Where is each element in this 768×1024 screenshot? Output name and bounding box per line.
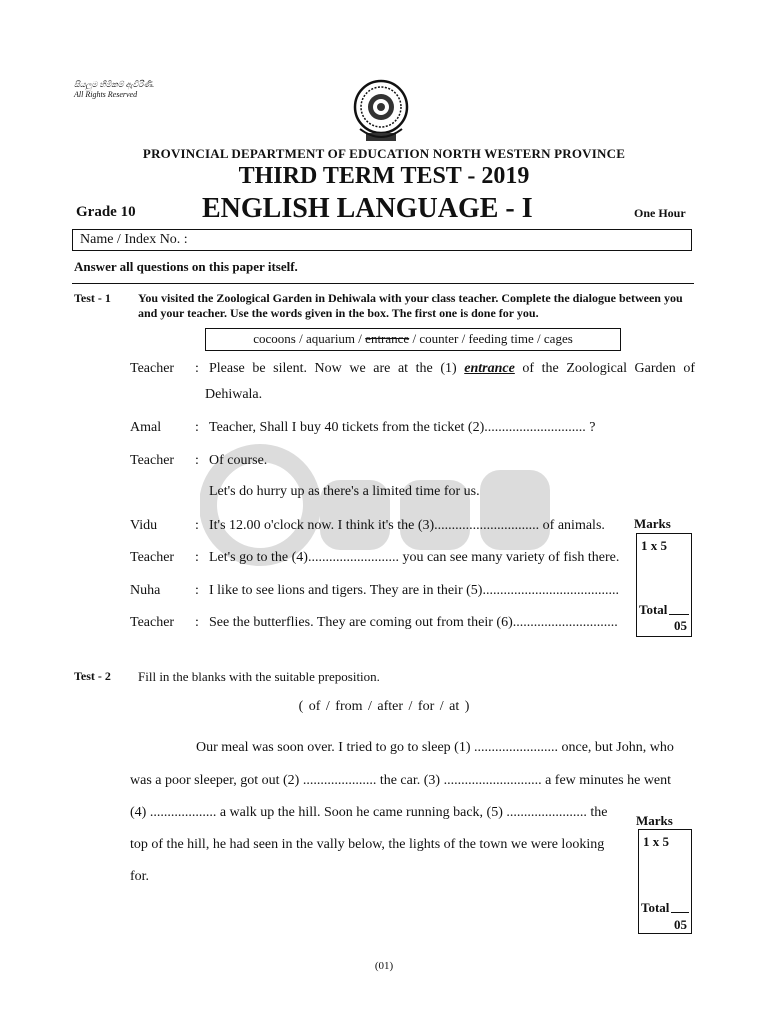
dialogue-line: Of course.: [209, 453, 268, 468]
marks-total-underline: [671, 912, 689, 913]
test1-label: Test - 1: [74, 291, 111, 305]
marks-box[interactable]: [638, 829, 692, 934]
department-title: PROVINCIAL DEPARTMENT OF EDUCATION NORTH WESTERN PROVINCE: [142, 146, 626, 161]
marks-total-underline: [669, 614, 689, 615]
marks-box[interactable]: [636, 533, 692, 637]
colon: :: [195, 361, 199, 376]
divider: [72, 283, 694, 284]
line-text: Please be silent. Now we are at the: [209, 361, 441, 376]
marks-scheme: 1 x 5: [641, 538, 667, 553]
dialogue-line: [209, 361, 695, 377]
marks-heading: Marks: [634, 516, 671, 531]
colon: :: [195, 518, 199, 533]
dialogue-speaker: Teacher: [130, 453, 175, 468]
page-number: (01): [374, 960, 394, 972]
word-item: feeding time: [468, 331, 534, 346]
paragraph-line: for.: [130, 869, 150, 884]
dialogue-speaker: Teacher: [130, 550, 175, 565]
marks-total-value: 05: [674, 917, 687, 932]
paragraph-line: Our meal was soon over. I tried to go to sleep (1) ........................ once, but John, who: [196, 740, 674, 755]
example-answer: entrance: [464, 361, 515, 376]
emblem-icon: [352, 79, 410, 145]
word-box: cocoons / aquarium / entrance / counter / feeding time / cages: [205, 328, 621, 351]
colon: :: [195, 550, 199, 565]
rights-sinhala: සියලුම හිමිකම් ඇවිරිණි.: [74, 80, 155, 89]
preposition-options: ( of / from / after / for / at ): [298, 699, 470, 714]
marks-total-label: Total: [641, 900, 670, 915]
colon: :: [195, 453, 199, 468]
dialogue-line: I like to see lions and tigers. They are in their (5).......................................: [209, 583, 619, 598]
marks-scheme: 1 x 5: [643, 834, 669, 849]
marks-heading: Marks: [636, 813, 673, 828]
grade-label: Grade 10: [76, 204, 136, 220]
term-test-title: THIRD TERM TEST - 2019: [238, 163, 530, 189]
dialogue-line-continued: Dehiwala.: [205, 387, 263, 402]
dialogue-line: Teacher, Shall I buy 40 tickets from the ticket (2)............................. ?: [209, 420, 596, 435]
rights-notice: [74, 80, 154, 100]
dialogue-line: It's 12.00 o'clock now. I think it's the (3).............................. of animals.: [209, 518, 605, 533]
paragraph-line: (4) ................... a walk up the hill. Soon he came running back, (5) ....................... the: [130, 805, 608, 820]
paragraph-line: top of the hill, he had seen in the vally below, the lights of the town we were looking: [130, 837, 605, 852]
test2-instruction: Fill in the blanks with the suitable preposition.: [138, 669, 380, 684]
name-index-label: Name / Index No. :: [80, 232, 188, 247]
word-item-used: entrance: [365, 331, 410, 346]
line-text: of the Zoological Garden of: [514, 361, 696, 376]
marks-total-value: 05: [674, 618, 687, 633]
duration-label: One Hour: [634, 206, 686, 220]
general-instruction: Answer all questions on this paper itself.: [74, 259, 298, 274]
dialogue-speaker: Nuha: [130, 583, 161, 598]
word-item: cocoons: [253, 331, 296, 346]
test1-instruction: You visited the Zoological Garden in Dehiwala with your class teacher. Complete the dialogue between you and your teacher. Use the words given in the box. The first one is done for you.: [138, 291, 683, 320]
rights-english: All Rights Reserved: [74, 90, 138, 99]
dialogue-line: Let's go to the (4).......................... you can see many variety of fish there.: [209, 550, 620, 565]
paragraph-line: was a poor sleeper, got out (2) ..................... the car. (3) ............................ a few minutes he went: [130, 773, 672, 788]
word-item: counter: [419, 331, 459, 346]
dialogue-line-continued: Let's do hurry up as there's a limited time for us.: [209, 484, 480, 499]
blank-number: (1): [440, 361, 465, 376]
test2-label: Test - 2: [74, 669, 111, 683]
marks-total-label: Total: [639, 602, 668, 617]
dialogue-speaker: Amal: [130, 420, 162, 435]
colon: :: [195, 615, 199, 630]
colon: :: [195, 583, 199, 598]
colon: :: [195, 420, 199, 435]
subject-title: ENGLISH LANGUAGE - I: [202, 193, 533, 224]
word-item: aquarium: [305, 331, 356, 346]
word-item: cages: [543, 331, 573, 346]
dialogue-speaker: Vidu: [130, 518, 158, 533]
dialogue-speaker: Teacher: [130, 615, 175, 630]
dialogue-speaker: Teacher: [130, 361, 175, 376]
dialogue-line: See the butterflies. They are coming out from their (6)..............................: [209, 615, 618, 630]
